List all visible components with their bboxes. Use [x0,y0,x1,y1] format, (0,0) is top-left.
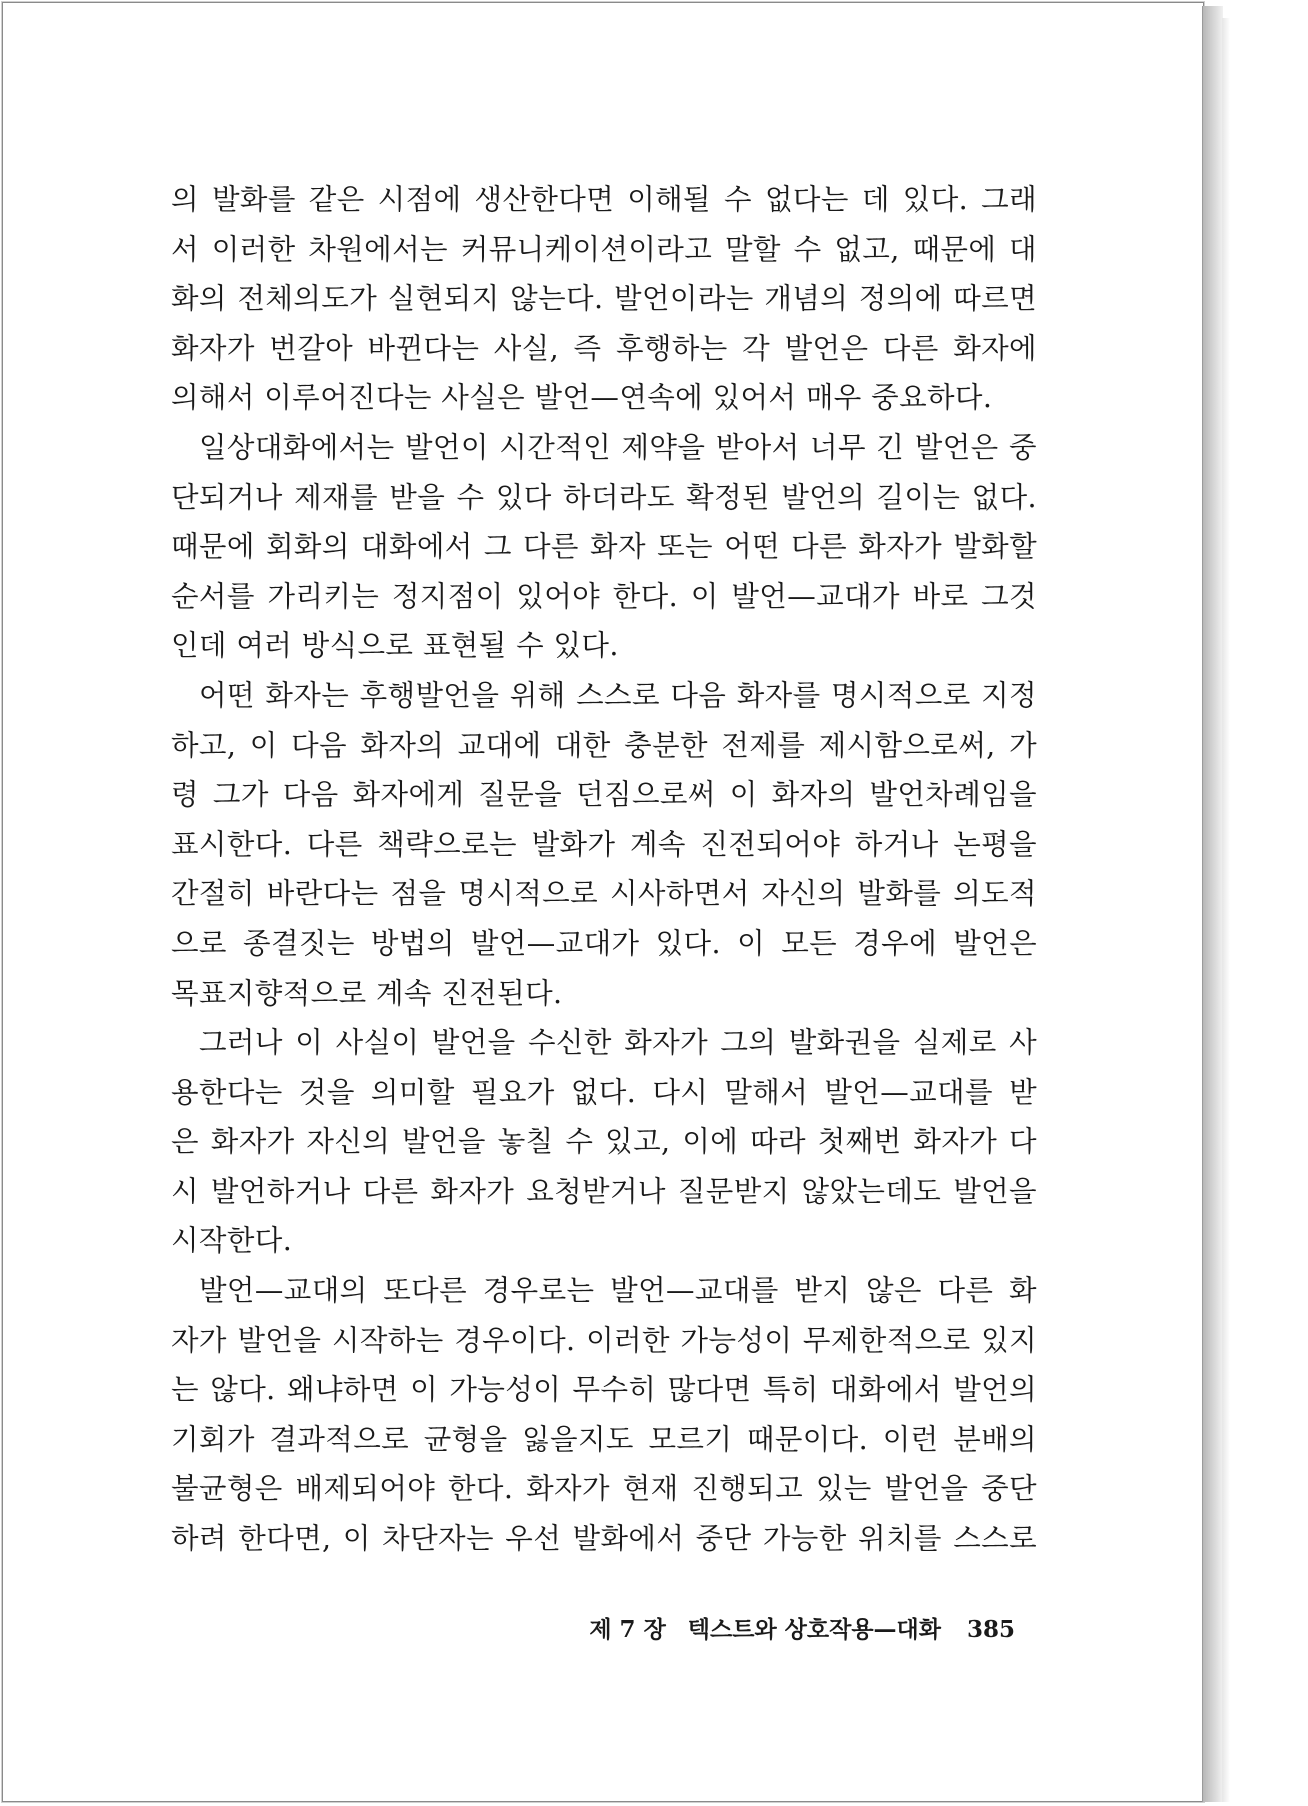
text-line: 화의 전체의도가 실현되지 않는다. 발언이라는 개념의 정의에 따르면 [171,282,1037,316]
text-line: 불균형은 배제되어야 한다. 화자가 현재 진행되고 있는 발언을 중단 [171,1472,1037,1506]
text-line: 기회가 결과적으로 균형을 잃을지도 모르기 때문이다. 이런 분배의 [171,1422,1037,1456]
text-line: 으로 종결짓는 방법의 발언—교대가 있다. 이 모든 경우에 발언은 [171,926,1037,960]
text-line: 표시한다. 다른 책략으로는 발화가 계속 진전되어야 하거나 논평을 [171,827,1037,861]
text-line: 순서를 가리키는 정지점이 있어야 한다. 이 발언—교대가 바로 그것 [171,579,1037,613]
text-line: 용한다는 것을 의미할 필요가 없다. 다시 말해서 발언—교대를 받 [171,1075,1037,1109]
body-text [171,175,1037,1564]
text-line: 는 않다. 왜냐하면 이 가능성이 무수히 많다면 특히 대화에서 발언의 [171,1373,1037,1407]
text-line: 서 이러한 차원에서는 커뮤니케이션이라고 말할 수 없고, 때문에 대 [171,232,1037,266]
paragraph-first-line: 발언—교대의 또다른 경우로는 발언—교대를 받지 않은 다른 화 [199,1274,1037,1308]
text-line: 인데 여러 방식으로 표현될 수 있다. [171,629,619,663]
text-line: 자가 발언을 시작하는 경우이다. 이러한 가능성이 무제한적으로 있지 [171,1323,1037,1357]
text-line: 단되거나 제재를 받을 수 있다 하더라도 확정된 발언의 길이는 없다. [171,480,1037,514]
paragraph-first-line: 일상대화에서는 발언이 시간적인 제약을 받아서 너무 긴 발언은 중 [199,430,1037,464]
page-shadow [1222,18,1230,1802]
text-line: 목표지향적으로 계속 진전된다. [171,976,563,1010]
text-line: 시 발언하거나 다른 화자가 요청받거나 질문받지 않았는데도 발언을 [171,1174,1037,1208]
paragraph-first-line: 그러나 이 사실이 발언을 수신한 화자가 그의 발화권을 실제로 사 [199,1026,1037,1060]
text-line: 의 발화를 같은 시점에 생산한다면 이해될 수 없다는 데 있다. 그래 [171,183,1037,216]
chapter-title: 텍스트와 상호작용—대화 [687,1616,941,1643]
text-line: 하고, 이 다음 화자의 교대에 대한 충분한 전제를 제시함으로써, 가 [171,728,1037,762]
paragraph-first-line: 어떤 화자는 후행발언을 위해 스스로 다음 화자를 명시적으로 지정 [199,678,1037,712]
text-line: 의해서 이루어진다는 사실은 발언—연속에 있어서 매우 중요하다. [171,381,993,415]
text-line: 때문에 회화의 대화에서 그 다른 화자 또는 어떤 다른 화자가 발화할 [171,530,1037,564]
running-footer [575,1611,1015,1644]
text-line: 령 그가 다음 화자에게 질문을 던짐으로써 이 화자의 발언차례임을 [171,778,1037,812]
text-line: 하려 한다면, 이 차단자는 우선 발화에서 중단 가능한 위치를 스스로 [171,1522,1037,1556]
page-stack-edge [1202,6,1223,1802]
page-number: 385 [966,1616,1015,1643]
text-line: 은 화자가 자신의 발언을 놓칠 수 있고, 이에 따라 첫째번 화자가 다 [171,1125,1037,1159]
book-page [2,2,1204,1802]
text-line: 간절히 바란다는 점을 명시적으로 시사하면서 자신의 발화를 의도적 [171,877,1037,911]
chapter-label: 제 7 장 [589,1616,666,1643]
text-line: 화자가 번갈아 바뀐다는 사실, 즉 후행하는 각 발언은 다른 화자에 [171,331,1037,365]
text-line: 시작한다. [171,1224,293,1258]
